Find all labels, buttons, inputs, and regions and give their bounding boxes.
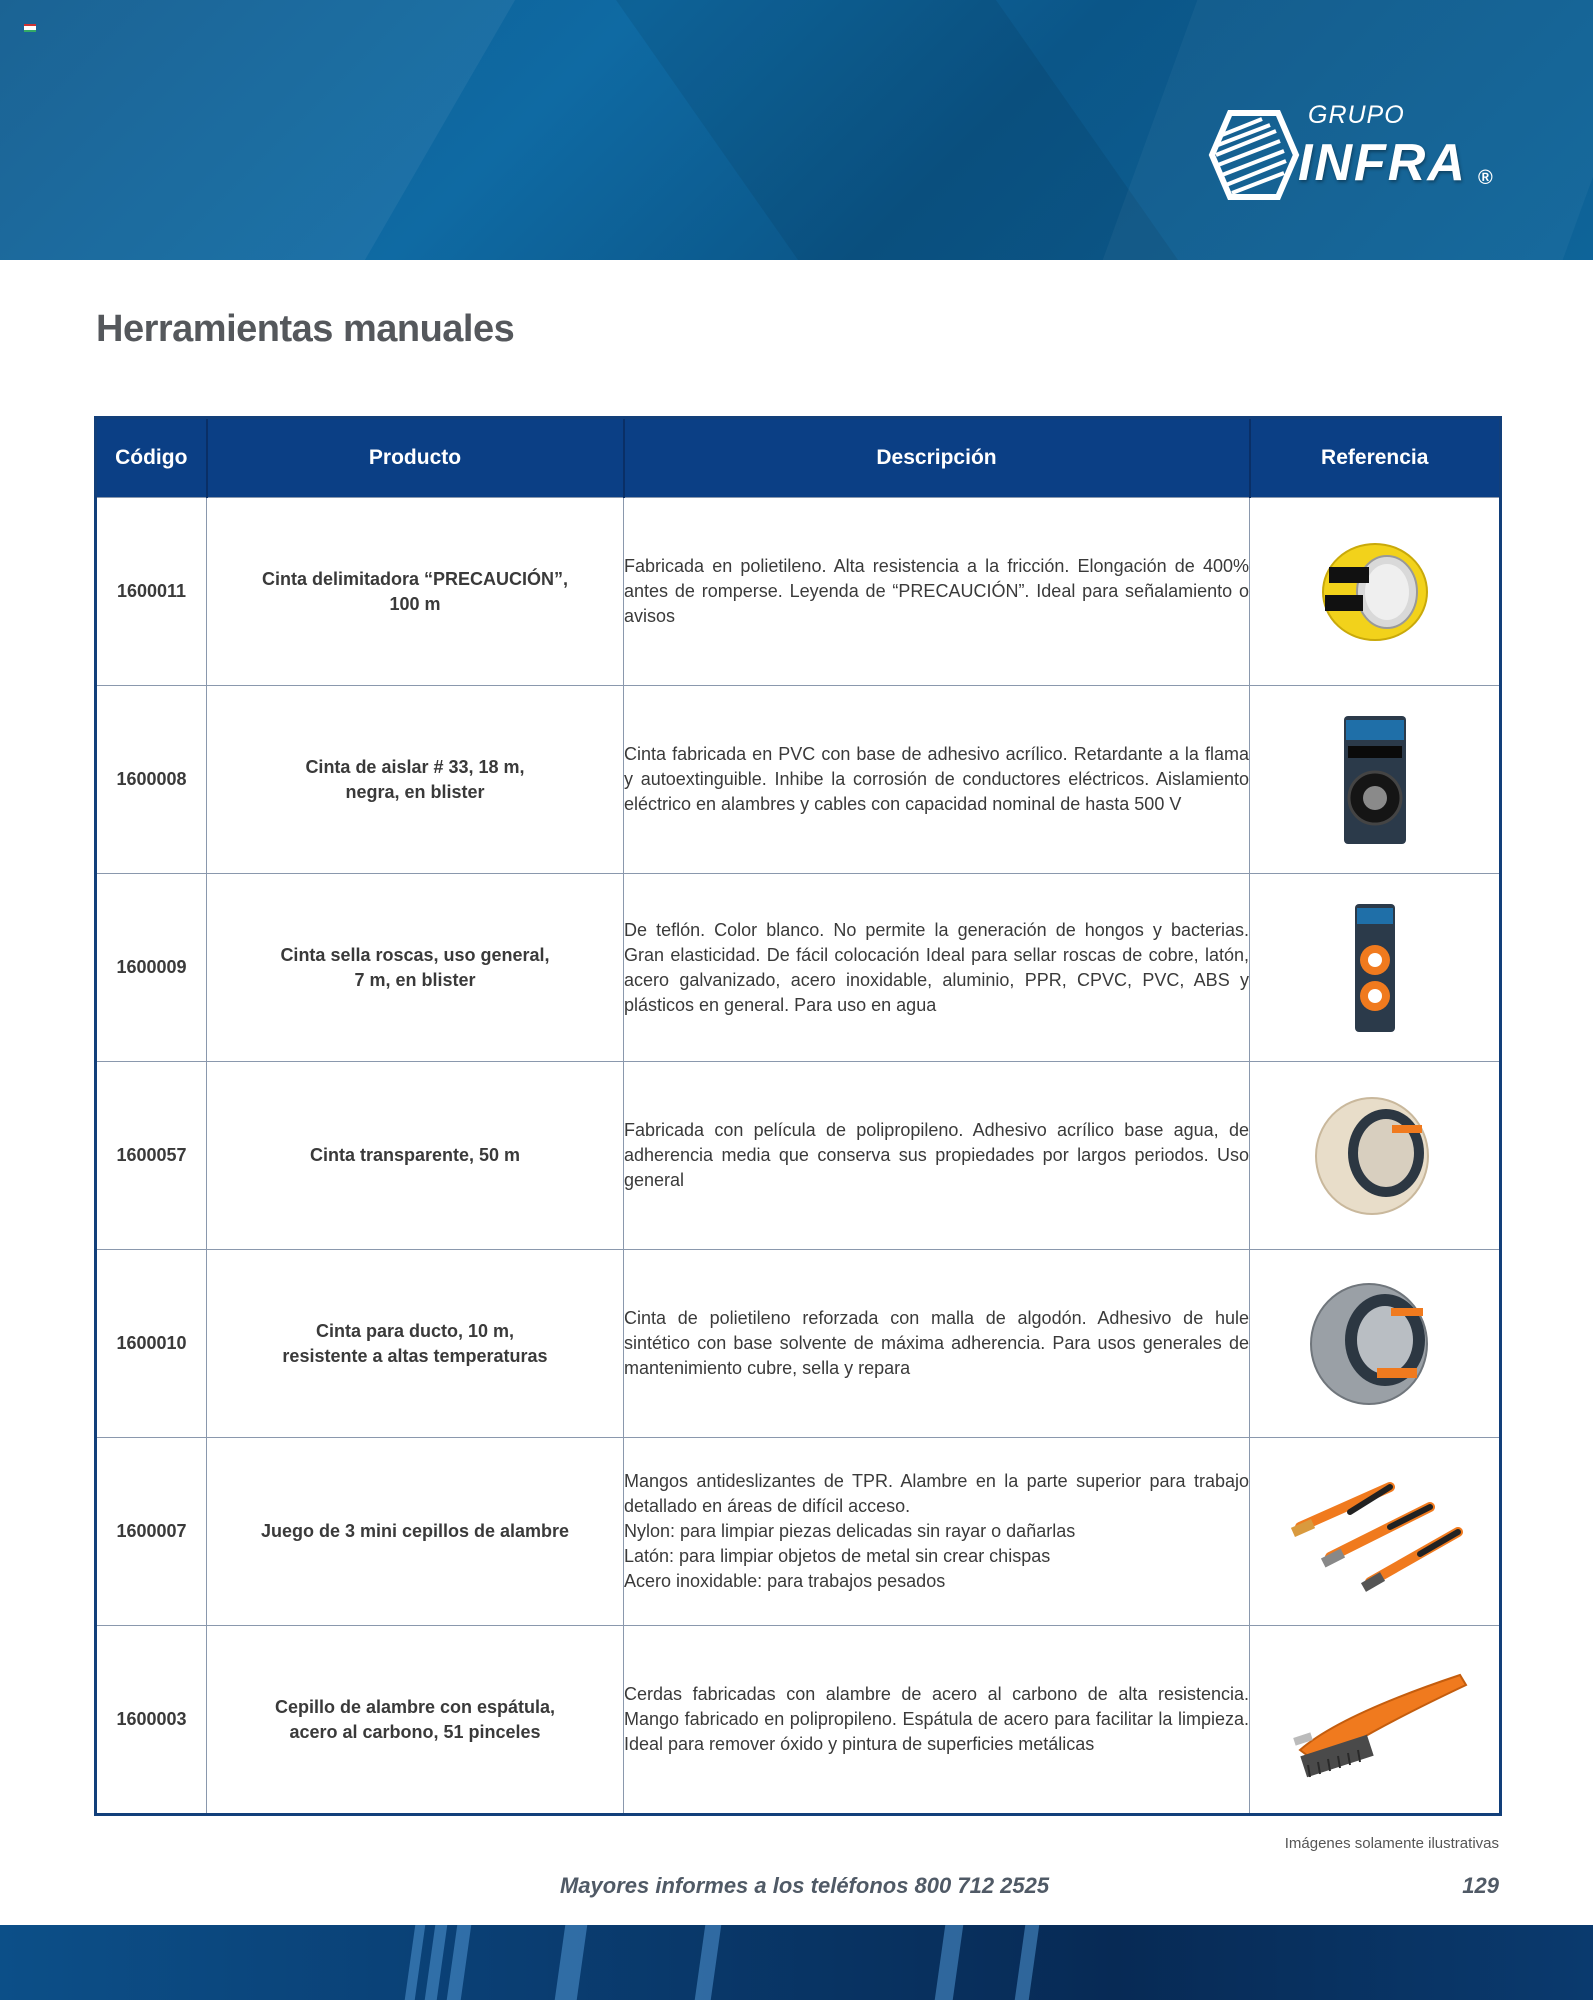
header-banner <box>0 0 1593 260</box>
product-name-text: Cepillo de alambre con espátula, acero al carbono, 51 pinceles <box>274 1696 556 1742</box>
product-description <box>624 1626 1250 1815</box>
product-description <box>624 686 1250 874</box>
product-name <box>207 1250 624 1438</box>
product-name-text: Cinta sella roscas, uso general, 7 m, en blister <box>280 944 550 990</box>
product-description-text: De teflón. Color blanco. No permite la generación de hongos y bacterias. Gran elasticidad. De fácil colocación Ideal para sellar roscas de cobre, latón, acero galvanizado, acero inoxidable, aluminio, PPR, CPVC, PVC, ABS y plásticos en general. Para uso en agua <box>624 919 1249 1015</box>
product-code: 1600008 <box>96 686 207 874</box>
column-header-codigo: Código <box>96 418 207 498</box>
product-description-text: Fabricada con película de polipropileno. Adhesivo acrílico base agua, de adherencia media que conserva sus propiedades por largos periodos. Uso general <box>624 1120 1249 1190</box>
product-reference-image <box>1250 1626 1501 1815</box>
header-facet <box>0 0 538 260</box>
product-description <box>624 1250 1250 1438</box>
footer-band <box>0 1925 1593 2000</box>
product-name <box>207 1062 624 1250</box>
product-description-text: Fabricada en polietileno. Alta resistencia a la fricción. Elongación de 400% antes de romperse. Leyenda de “PRECAUCIÓN”. Ideal para señalamiento o avisos <box>624 556 1249 626</box>
table-row <box>96 874 1501 1062</box>
column-header-referencia: Referencia <box>1250 418 1501 498</box>
product-description-text: Mangos antideslizantes de TPR. Alambre en la parte superior para trabajo detallado en áreas de difícil acceso. Nylon: para limpiar piezas delicadas sin rayar o dañarlas Latón: para limpiar objetos de metal sin crear chispas Acero inoxidable: para trabajos pesados <box>624 1471 1249 1591</box>
column-header-producto: Producto <box>207 418 624 498</box>
product-name-text: Juego de 3 mini cepillos de alambre <box>260 1521 570 1541</box>
product-name-text: Cinta de aislar # 33, 18 m, negra, en blister <box>305 756 525 802</box>
product-name <box>207 1626 624 1815</box>
product-reference-image <box>1250 874 1501 1062</box>
product-description <box>624 498 1250 686</box>
product-description <box>624 1062 1250 1250</box>
footer-stripe <box>555 1925 588 2000</box>
logo-grupo-text: GRUPO <box>1308 101 1405 129</box>
product-code: 1600011 <box>96 498 207 686</box>
table-row <box>96 1438 1501 1626</box>
clear-tape-roll-icon <box>1310 1091 1440 1221</box>
product-code: 1600007 <box>96 1438 207 1626</box>
illustrative-images-note: Imágenes solamente ilustrativas <box>1284 1835 1499 1852</box>
table-row <box>96 1062 1501 1250</box>
product-name-text: Cinta para ducto, 10 m, resistente a altas temperaturas <box>282 1320 548 1366</box>
product-name <box>207 498 624 686</box>
wire-brush-scraper-icon <box>1280 1655 1470 1785</box>
mini-wire-brushes-icon <box>1280 1467 1470 1597</box>
product-name <box>207 1438 624 1626</box>
header-facet <box>574 0 1206 260</box>
thread-seal-tape-blister-icon <box>1345 898 1405 1038</box>
product-description <box>624 1438 1250 1626</box>
product-description-text: Cinta de polietileno reforzada con malla de algodón. Adhesivo de hule sintético con base solvente de máxima adherencia. Para usos generales de mantenimiento cubre, sella y repara <box>624 1308 1249 1378</box>
product-reference-image <box>1250 1438 1501 1626</box>
product-reference-image <box>1250 1250 1501 1438</box>
product-reference-image <box>1250 686 1501 874</box>
logo-registered-mark: ® <box>1478 167 1493 189</box>
product-reference-image <box>1250 1062 1501 1250</box>
product-code: 1600009 <box>96 874 207 1062</box>
duct-tape-roll-icon <box>1307 1276 1442 1411</box>
footer-stripe <box>405 1925 426 2000</box>
product-name-text: Cinta transparente, 50 m <box>309 1145 521 1165</box>
page-title: Herramientas manuales <box>96 308 515 350</box>
table-header-row <box>96 418 1501 498</box>
caution-tape-roll-icon <box>1315 537 1435 647</box>
product-name-text: Cinta delimitadora “PRECAUCIÓN”, 100 m <box>261 568 569 614</box>
table-row <box>96 1250 1501 1438</box>
product-description-text: Cinta fabricada en PVC con base de adhesivo acrílico. Retardante a la flama y autoextinguible. Inhibe la corrosión de conductores eléctricos. Aislamiento eléctrico en alambres y cables con capacidad nominal de hasta 500 V <box>624 744 1249 814</box>
column-header-descripcion: Descripción <box>624 418 1250 498</box>
infra-logo-mark-icon <box>1200 105 1300 205</box>
product-code: 1600010 <box>96 1250 207 1438</box>
footer-stripe <box>447 1925 472 2000</box>
product-description <box>624 874 1250 1062</box>
product-code: 1600003 <box>96 1626 207 1815</box>
footer-stripe <box>425 1925 448 2000</box>
product-name <box>207 686 624 874</box>
product-reference-image <box>1250 498 1501 686</box>
footer-stripe <box>1015 1925 1040 2000</box>
table-row <box>96 686 1501 874</box>
footer-contact-info: Mayores informes a los teléfonos 800 712 2525 <box>560 1873 1050 1898</box>
grupo-infra-logo[interactable] <box>1200 95 1510 215</box>
flag-icon <box>24 24 36 32</box>
product-table <box>94 416 1502 1816</box>
table-row <box>96 1626 1501 1815</box>
logo-infra-text: INFRA <box>1298 134 1467 192</box>
footer-stripe <box>935 1925 964 2000</box>
electrical-tape-blister-icon <box>1330 710 1420 850</box>
footer-stripe <box>695 1925 722 2000</box>
product-description-text: Cerdas fabricadas con alambre de acero al carbono de alta resistencia. Mango fabricado en polipropileno. Espátula de acero para facilitar la limpieza. Ideal para remover óxido y pintura de superficies metálicas <box>624 1684 1249 1754</box>
product-name <box>207 874 624 1062</box>
table-row <box>96 498 1501 686</box>
page-number: 129 <box>1462 1873 1499 1898</box>
product-code: 1600057 <box>96 1062 207 1250</box>
